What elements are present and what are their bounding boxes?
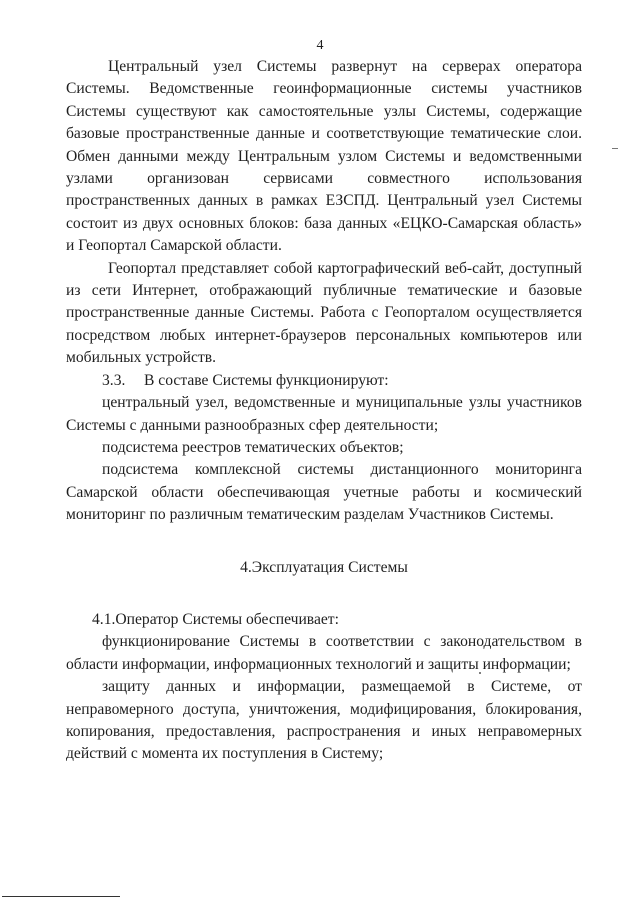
clause-text: В составе Системы функционируют: (144, 371, 389, 389)
page-number: 4 (316, 38, 324, 53)
clause-3-3 (66, 370, 582, 392)
subsection-heading: 4.1.Оператор Системы обеспечивает: (92, 610, 339, 628)
list-item: функционирование Системы в соответствии с законодательством в области информации, информационных технологий и защиты информации; (66, 633, 582, 673)
list-item: подсистема комплексной системы дистанционного мониторинга Самарской области обеспечивающая учетные работы и космический мониторинг по различным тематическим разделам Участников Системы. (66, 461, 582, 524)
document-body (66, 56, 582, 766)
list-item: защиту данных и информации, размещаемой в Системе, от неправомерного доступа, уничтожения, модифицирования, блокирования, копирования, предоставления, распространения и иных неправомерных действий с момента их поступления в Систему; (66, 678, 582, 763)
paragraph-geoportal: Геопортал представляет собой картографический веб-сайт, доступный из сети Интернет, отображающий публичные тематические и базовые пространственные данные Системы. Работа с Геопорталом осуществляется посредством любых интернет-браузеров персональных компьютеров или мобильных устройств. (66, 259, 582, 367)
clause-number: 3.3. (102, 371, 126, 389)
list-item: подсистема реестров тематических объектов; (102, 438, 404, 456)
margin-mark (612, 148, 618, 149)
paragraph-central-node: Центральный узел Системы развернут на серверах оператора Системы. Ведомственные геоинформационные системы участников Системы существуют как самостоятельные узлы Системы, содержащие базовые пространственные данные и соответствующие тематические слои. Обмен данными между Центральным узлом Системы и ведомственными узлами организован сервисами совместного использования пространственных данных в рамках ЕЗСПД. Центральный узел Системы состоит из двух основных блоков: база данных «ЕЦКО-Самарская область» и Геопортал Самарской области. (66, 58, 582, 255)
section-heading: 4.Эксплуатация Системы (240, 558, 408, 576)
list-item: центральный узел, ведомственные и муниципальные узлы участников Системы с данными разнообразных сфер деятельности; (66, 394, 582, 434)
footnote-rule (2, 896, 120, 897)
